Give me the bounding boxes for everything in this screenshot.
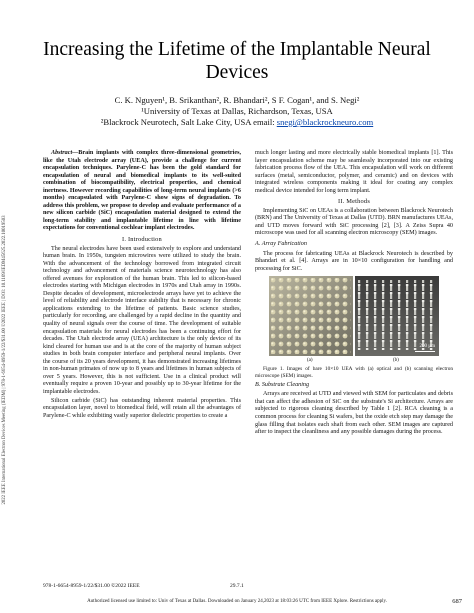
author-block	[20, 95, 454, 128]
right-column	[255, 150, 453, 438]
figure-1	[269, 276, 439, 364]
intro-paragraph-1: The neural electrodes have been used extensively to explore and understand human brain. In 1950s, tungsten microwires were utilized to study the brain. With the advancement of the technology borrowed from integrated circuit technology and advancement of materials science neurotechnology has also offered avenues for exploration of the human brain. This led to silicon-based electrodes starting with Michigan electrodes in 1970s and Utah array in 1990s. Despite decades of development, microelectrode arrays have yet to achieve the level of reliability and electrode interface stability that is necessary for chronic applications extending to the lifetime of patients. Basic science studies, particularly for recording, are challenged by a rapid decline in the quantity and quality of neural signals over the course of time. The development of suitable encapsulation materials for neural electrodes has been a continuing effort for decades. The Utah electrode array (UEA) architecture is the only device of its kind cleared for human use and is at the core of the majority of human subject studies in both brain computer interface and peripheral neural implants. Over the course of its 20 years development, it has demonstrated increasing lifetimes in non-human primates of now up to 8 years and lifetimes in human subjects of over 5 years. However, this is not sufficient. Use in a clinical product will eventually require a proven 10-year and possibly up to 30-year lifetime for the implantable electrodes.	[43, 245, 241, 395]
affiliation-2	[20, 117, 454, 128]
array-fabrication-paragraph: The process for fabricating UEAs at Blackrock Neurotech is described by Bhandari et al. [4]. Arrays are in 10×10 configuration for handling and processing for SiC.	[255, 250, 453, 272]
substrate-cleaning-paragraph: Arrays are received at UTD and viewed with SEM for particulates and debris that can affect the adhesion of SiC on the substrate's Si architecture. Arrays are subjected to rigorous cleaning described by Table 1 [2]. RCA cleaning is a common process for cleaning Si wafers, but the oxide etch step may damage the glass filling that isolates each shaft from each other. SEM images are captured after to inspect the cleanliness and any possible damages during the process.	[255, 391, 453, 436]
author-list: C. K. Nguyen¹, B. Srikanthan², R. Bhandari², S F. Cogan¹, and S. Negi²	[114, 95, 360, 105]
abstract	[43, 150, 241, 233]
abstract-lead: Abstract	[51, 150, 73, 156]
affiliation-2-text: ²Blackrock Neurotech, Salt Lake City, USA email:	[100, 117, 277, 127]
intro-paragraph-continued: much longer lasting and more electrically stable biomedical implants [1]. This layer encapsulation scheme may be seamlessly incorporated into our existing fabrication process flow of the UEA. This encapsulation will work on different surfaces (metal, semiconductor, polymer, and ceramic) and on devices with integrated wireless components making it ideal for coating any complex medical device intended for long term implant.	[255, 150, 453, 194]
footer-isbn: 978-1-6654-8959-1/22/$31.00 ©2022 IEEE	[43, 583, 140, 589]
figure-1-caption: Figure 1. Images of bare 10×10 UEA with (a) optical and (b) scanning electron microscope (SEM) images.	[255, 366, 453, 379]
left-column	[43, 150, 241, 421]
figure-label-a: (a)	[307, 358, 313, 364]
author-email-link[interactable]: snegi@blackrockneuro.com	[276, 117, 374, 127]
subsection-heading-array-fabrication: A. Array Fabrication	[255, 241, 307, 248]
intro-paragraph-2: Silicon carbide (SiC) has outstanding inherent material properties. This encapsulation layer, novel to biomedical field, will retain all the advantages of Parylene-C while exhibiting vastly superior dielectric properties to create a	[43, 397, 241, 419]
doi-side-stamp	[2, 120, 12, 600]
sem-image-uea	[355, 276, 439, 356]
methods-paragraph: Implementing SiC on UEAs is a collaboration between Blackrock Neurotech (BRN) and The University of Texas at Dallas (UTD). BRN manufactures UEAs, and UTD moves forward with SiC processing [2], [3]. A Zeiss Supra 40 microscope was used for all scanning electron microscopy (SEM) images.	[255, 207, 453, 237]
section-heading-introduction: I. Introduction	[122, 236, 162, 244]
affiliation-1: ¹University of Texas at Dallas, Richardson, Texas, USA	[141, 106, 333, 116]
optical-array-graphic	[269, 276, 353, 356]
page-number: 687	[452, 598, 462, 605]
footer-license-note: Authorized licensed use limited to: Univ of Texas at Dallas. Downloaded on January 24,2023 at 18:03:26 UTC from IEEE Xplore. Restrictions apply.	[87, 599, 387, 604]
footer-paper-number: 29.7.1	[230, 583, 244, 589]
section-heading-methods: II. Methods	[337, 198, 371, 206]
figure-label-b: (b)	[393, 358, 399, 364]
doi-side-stamp-text: 2022 IEEE International Electron Devices Meeting (IEDM) | 978-1-6654-8959-1/22/$31.00 ©2022 IEEE | DOI: 10.1109/IEDM45625.2022.10019503	[2, 215, 7, 505]
optical-image-uea	[269, 276, 353, 356]
scale-bar	[415, 351, 435, 353]
abstract-text: —Brain implants with complex three-dimensional geometries, like the Utah electrode array (UEA), provide a challenge for current encapsulation techniques. Parylene-C has been the gold standard for encapsulation of neural and biomedical implants to its well-suited combination of biocompatibility, electrical properties, and chemical inertness. However recording capabilities of long-term neural implants (>6 months) encapsulated with Parylene-C show signs of degradation. To address this problem, we propose to develop and evaluate performance of a new silicon carbide (SiC) encapsulation material designed to extend the long-term stability and implantable lifetime in line with lifetime expectations for conventional cochlear implant electrodes.	[43, 150, 241, 232]
paper-title: Increasing the Lifetime of the Implantable Neural Devices	[43, 39, 431, 83]
subsection-heading-substrate-cleaning: B. Substrate Cleaning	[255, 381, 310, 388]
scale-label: 200 µm	[419, 343, 435, 349]
